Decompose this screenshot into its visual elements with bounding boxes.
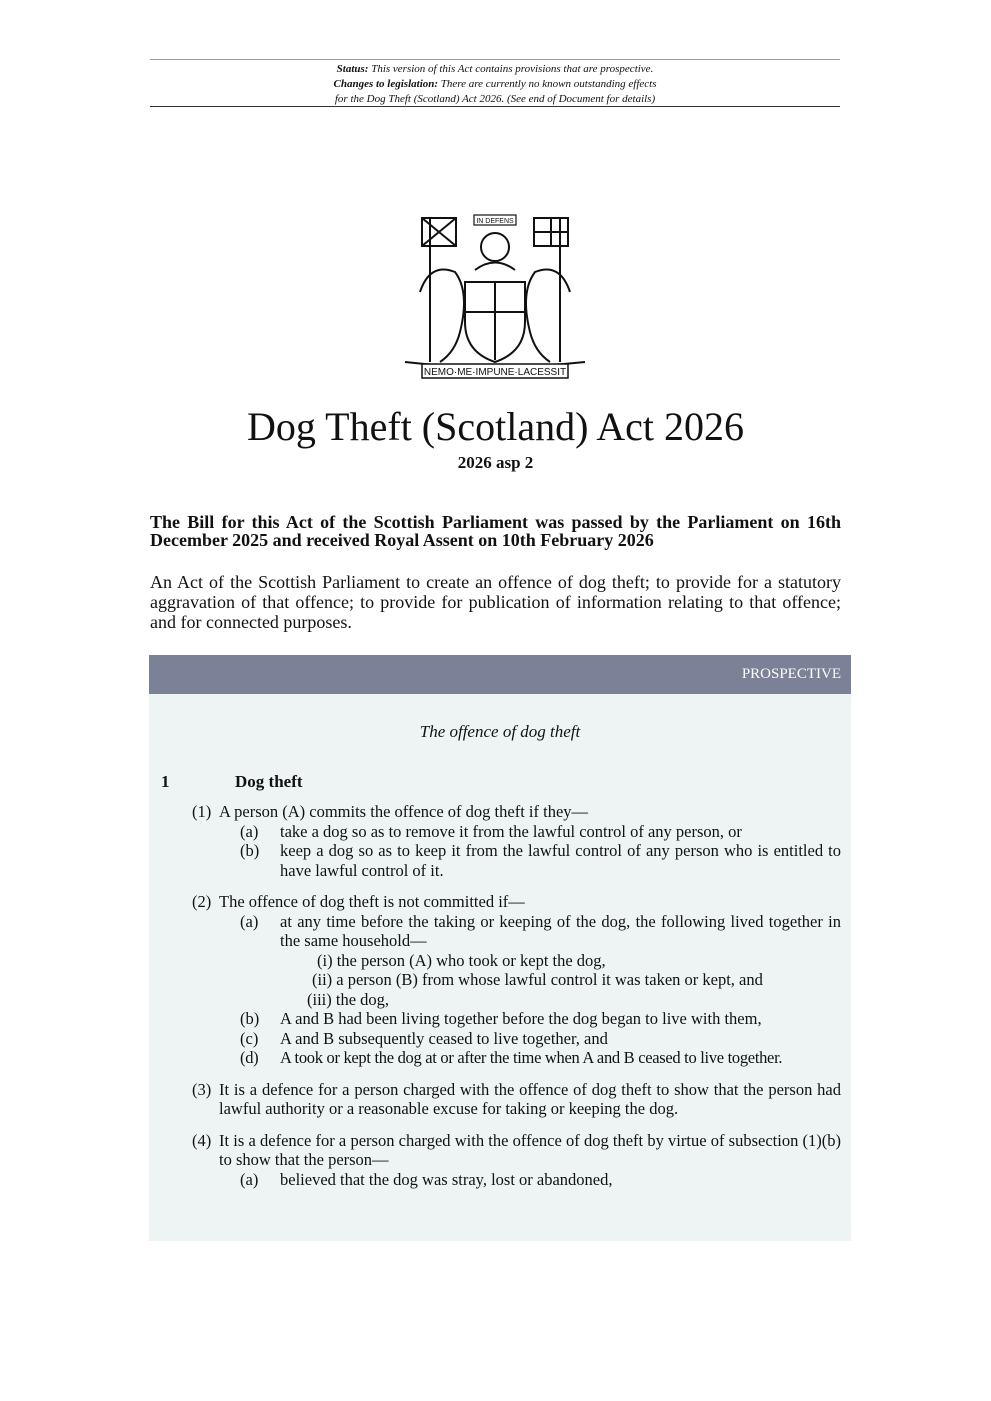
changes-text-2: for the Dog Theft (Scotland) Act 2026. (See end of Document for details) bbox=[334, 93, 656, 105]
section-number: 1 bbox=[161, 772, 170, 791]
subsection-2: (2) The offence of dog theft is not committed if— bbox=[192, 892, 525, 911]
paragraph-4a: (a) believed that the dog was stray, lost or abandoned, bbox=[240, 1169, 613, 1189]
paragraph-1b: (b) keep a dog so as to keep it from the lawful control of any person who is entitled to have lawful control of it. bbox=[240, 841, 841, 880]
crest-text: IN DEFENS bbox=[476, 218, 514, 225]
enactment-statement: The Bill for this Act of the Scottish Parliament was passed by the Parliament on 16th December 2025 and received Royal Assent on 10th February 2026 bbox=[150, 512, 841, 550]
subparagraph-ii: (ii) a person (B) from whose lawful control it was taken or kept, and bbox=[312, 970, 763, 989]
subsection-4: (4) It is a defence for a person charged with the offence of dog theft by virtue of subsection (1)(b) to show that the person— bbox=[192, 1130, 841, 1169]
subparagraph-i: (i) the person (A) who took or kept the dog, bbox=[317, 950, 606, 970]
long-title: An Act of the Scottish Parliament to create an offence of dog theft; to provide for a statutory aggravation of that offence; to provide for publication of information relating to that offence; and for connected purposes. bbox=[150, 572, 841, 632]
prospective-banner: PROSPECTIVE bbox=[149, 655, 851, 694]
section-heading bbox=[149, 772, 851, 792]
paragraph-2c: (c) A and B subsequently ceased to live together, and bbox=[240, 1028, 608, 1048]
motto-text: NEMO·ME·IMPUNE·LACESSIT bbox=[423, 367, 567, 378]
paragraph-2b: (b) A and B had been living together before the dog began to live with them, bbox=[240, 1009, 762, 1028]
paragraph-1a: (a) take a dog so as to remove it from the lawful control of any person, or bbox=[240, 821, 742, 841]
status-text: This version of this Act contains provisions that are prospective. bbox=[368, 63, 654, 75]
changes-label: Changes to legislation: bbox=[333, 78, 439, 90]
status-bar bbox=[150, 59, 840, 107]
subsection-1: (1) A person (A) commits the offence of dog theft if they— bbox=[192, 802, 589, 821]
subsection-3: (3) It is a defence for a person charged with the offence of dog theft to show that the person had lawful authority or a reasonable excuse for taking or keeping the dog. bbox=[192, 1079, 841, 1118]
paragraph-2a: (a) at any time before the taking or keeping of the dog, the following lived together in the same household— bbox=[240, 911, 841, 950]
act-citation: 2026 asp 2 bbox=[457, 453, 534, 472]
status-label: Status: bbox=[336, 63, 369, 75]
royal-coat-of-arms-scotland-logo bbox=[400, 212, 590, 384]
prospective-provision-box bbox=[149, 655, 851, 1241]
changes-text: There are currently no known outstanding effects bbox=[438, 78, 657, 90]
section-title: Dog theft bbox=[235, 772, 303, 791]
act-title: Dog Theft (Scotland) Act 2026 bbox=[247, 404, 744, 449]
paragraph-2d: (d) A took or kept the dog at or after the time when A and B ceased to live together. bbox=[240, 1048, 783, 1067]
cross-heading: The offence of dog theft bbox=[419, 722, 581, 741]
subparagraph-iii: (iii) the dog, bbox=[307, 989, 390, 1009]
